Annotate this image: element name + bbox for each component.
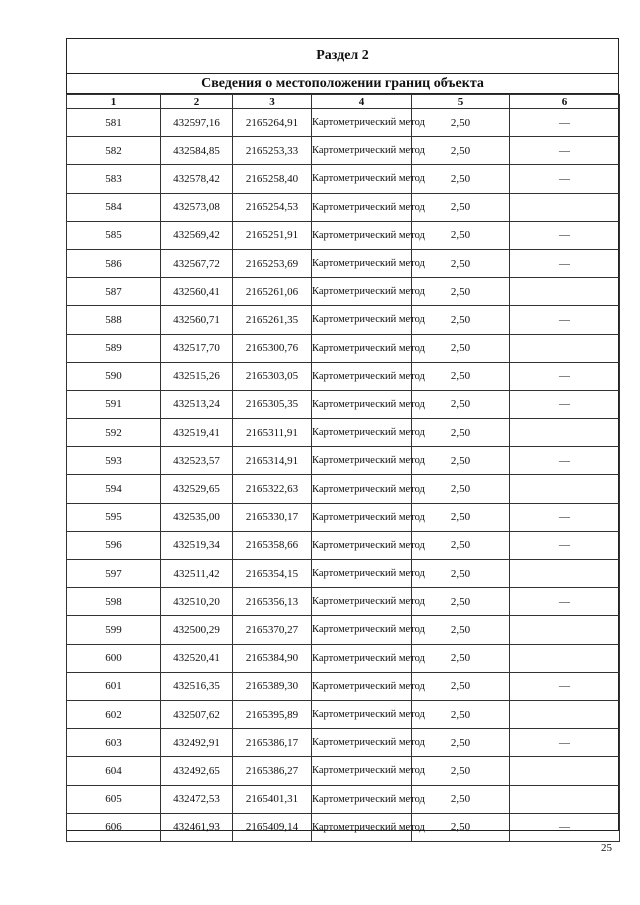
x-coordinate-cell: 432510,20 — [161, 588, 233, 616]
note-cell: — — [510, 588, 620, 616]
table-row — [67, 306, 620, 334]
point-number-cell: 585 — [67, 221, 161, 249]
y-coordinate-cell: 2165258,40 — [233, 165, 312, 193]
y-coordinate-cell: 2165300,76 — [233, 334, 312, 362]
table-row — [67, 560, 620, 588]
accuracy-cell: 2,50 — [412, 390, 510, 418]
method-cell: Картометрический метод — [312, 221, 412, 249]
y-coordinate-cell: 2165395,89 — [233, 700, 312, 728]
y-coordinate-cell: 2165358,66 — [233, 531, 312, 559]
method-cell: Картометрический метод — [312, 193, 412, 221]
column-header: 6 — [510, 95, 620, 109]
y-coordinate-cell: 2165311,91 — [233, 419, 312, 447]
accuracy-cell: 2,50 — [412, 109, 510, 137]
note-cell: — — [510, 813, 620, 841]
y-coordinate-cell: 2165384,90 — [233, 644, 312, 672]
point-number-cell: 598 — [67, 588, 161, 616]
x-coordinate-cell: 432519,34 — [161, 531, 233, 559]
x-coordinate-cell: 432500,29 — [161, 616, 233, 644]
note-cell: — — [510, 531, 620, 559]
accuracy-cell: 2,50 — [412, 672, 510, 700]
column-header: 5 — [412, 95, 510, 109]
accuracy-cell: 2,50 — [412, 137, 510, 165]
point-number-cell: 582 — [67, 137, 161, 165]
method-cell: Картометрический метод — [312, 419, 412, 447]
accuracy-cell: 2,50 — [412, 221, 510, 249]
table-body — [67, 109, 620, 842]
point-number-cell: 597 — [67, 560, 161, 588]
point-number-cell: 583 — [67, 165, 161, 193]
method-cell: Картометрический метод — [312, 616, 412, 644]
note-cell: — — [510, 109, 620, 137]
table-header-row — [67, 95, 620, 109]
accuracy-cell: 2,50 — [412, 785, 510, 813]
method-cell: Картометрический метод — [312, 390, 412, 418]
method-cell: Картометрический метод — [312, 475, 412, 503]
accuracy-cell: 2,50 — [412, 278, 510, 306]
table-row — [67, 785, 620, 813]
method-cell: Картометрический метод — [312, 362, 412, 390]
table-row — [67, 616, 620, 644]
x-coordinate-cell: 432535,00 — [161, 503, 233, 531]
y-coordinate-cell: 2165389,30 — [233, 672, 312, 700]
method-cell: Картометрический метод — [312, 785, 412, 813]
x-coordinate-cell: 432492,65 — [161, 757, 233, 785]
y-coordinate-cell: 2165370,27 — [233, 616, 312, 644]
x-coordinate-cell: 432560,71 — [161, 306, 233, 334]
y-coordinate-cell: 2165303,05 — [233, 362, 312, 390]
point-number-cell: 599 — [67, 616, 161, 644]
point-number-cell: 589 — [67, 334, 161, 362]
method-cell: Картометрический метод — [312, 560, 412, 588]
accuracy-cell: 2,50 — [412, 813, 510, 841]
accuracy-cell: 2,50 — [412, 475, 510, 503]
table-row — [67, 503, 620, 531]
note-cell: — — [510, 390, 620, 418]
x-coordinate-cell: 432573,08 — [161, 193, 233, 221]
point-number-cell: 591 — [67, 390, 161, 418]
point-number-cell: 586 — [67, 249, 161, 277]
accuracy-cell: 2,50 — [412, 306, 510, 334]
y-coordinate-cell: 2165251,91 — [233, 221, 312, 249]
point-number-cell: 587 — [67, 278, 161, 306]
method-cell: Картометрический метод — [312, 165, 412, 193]
x-coordinate-cell: 432578,42 — [161, 165, 233, 193]
method-cell: Картометрический метод — [312, 644, 412, 672]
point-number-cell: 603 — [67, 729, 161, 757]
note-cell: — — [510, 672, 620, 700]
note-cell — [510, 616, 620, 644]
table-row — [67, 813, 620, 841]
y-coordinate-cell: 2165322,63 — [233, 475, 312, 503]
note-cell — [510, 193, 620, 221]
note-cell — [510, 475, 620, 503]
point-number-cell: 590 — [67, 362, 161, 390]
section-subtitle: Сведения о местоположении границ объекта — [66, 74, 619, 94]
table-row — [67, 165, 620, 193]
accuracy-cell: 2,50 — [412, 447, 510, 475]
x-coordinate-cell: 432529,65 — [161, 475, 233, 503]
y-coordinate-cell: 2165386,17 — [233, 729, 312, 757]
note-cell — [510, 419, 620, 447]
note-cell: — — [510, 137, 620, 165]
y-coordinate-cell: 2165253,69 — [233, 249, 312, 277]
method-cell: Картометрический метод — [312, 672, 412, 700]
y-coordinate-cell: 2165261,35 — [233, 306, 312, 334]
point-number-cell: 588 — [67, 306, 161, 334]
method-cell: Картометрический метод — [312, 757, 412, 785]
accuracy-cell: 2,50 — [412, 757, 510, 785]
x-coordinate-cell: 432597,16 — [161, 109, 233, 137]
table-row — [67, 278, 620, 306]
point-number-cell: 592 — [67, 419, 161, 447]
y-coordinate-cell: 2165253,33 — [233, 137, 312, 165]
point-number-cell: 584 — [67, 193, 161, 221]
y-coordinate-cell: 2165264,91 — [233, 109, 312, 137]
x-coordinate-cell: 432519,41 — [161, 419, 233, 447]
accuracy-cell: 2,50 — [412, 729, 510, 757]
method-cell: Картометрический метод — [312, 137, 412, 165]
y-coordinate-cell: 2165254,53 — [233, 193, 312, 221]
y-coordinate-cell: 2165330,17 — [233, 503, 312, 531]
y-coordinate-cell: 2165401,31 — [233, 785, 312, 813]
note-cell — [510, 560, 620, 588]
table-row — [67, 700, 620, 728]
point-number-cell: 593 — [67, 447, 161, 475]
column-header: 2 — [161, 95, 233, 109]
table-row — [67, 419, 620, 447]
method-cell: Картометрический метод — [312, 813, 412, 841]
y-coordinate-cell: 2165386,27 — [233, 757, 312, 785]
method-cell: Картометрический метод — [312, 306, 412, 334]
y-coordinate-cell: 2165354,15 — [233, 560, 312, 588]
x-coordinate-cell: 432517,70 — [161, 334, 233, 362]
method-cell: Картометрический метод — [312, 249, 412, 277]
accuracy-cell: 2,50 — [412, 193, 510, 221]
x-coordinate-cell: 432492,91 — [161, 729, 233, 757]
accuracy-cell: 2,50 — [412, 531, 510, 559]
method-cell: Картометрический метод — [312, 588, 412, 616]
accuracy-cell: 2,50 — [412, 560, 510, 588]
note-cell: — — [510, 362, 620, 390]
method-cell: Картометрический метод — [312, 447, 412, 475]
x-coordinate-cell: 432523,57 — [161, 447, 233, 475]
note-cell: — — [510, 221, 620, 249]
x-coordinate-cell: 432515,26 — [161, 362, 233, 390]
accuracy-cell: 2,50 — [412, 503, 510, 531]
point-number-cell: 596 — [67, 531, 161, 559]
note-cell — [510, 757, 620, 785]
y-coordinate-cell: 2165356,13 — [233, 588, 312, 616]
point-number-cell: 604 — [67, 757, 161, 785]
x-coordinate-cell: 432507,62 — [161, 700, 233, 728]
note-cell — [510, 700, 620, 728]
note-cell — [510, 334, 620, 362]
y-coordinate-cell: 2165314,91 — [233, 447, 312, 475]
table-row — [67, 221, 620, 249]
point-number-cell: 602 — [67, 700, 161, 728]
note-cell: — — [510, 503, 620, 531]
note-cell — [510, 785, 620, 813]
table-row — [67, 672, 620, 700]
method-cell: Картометрический метод — [312, 700, 412, 728]
y-coordinate-cell: 2165305,35 — [233, 390, 312, 418]
note-cell: — — [510, 249, 620, 277]
note-cell: — — [510, 165, 620, 193]
table-row — [67, 729, 620, 757]
table-row — [67, 109, 620, 137]
accuracy-cell: 2,50 — [412, 700, 510, 728]
method-cell: Картометрический метод — [312, 503, 412, 531]
table-row — [67, 644, 620, 672]
point-number-cell: 595 — [67, 503, 161, 531]
note-cell — [510, 278, 620, 306]
x-coordinate-cell: 432513,24 — [161, 390, 233, 418]
table-row — [67, 757, 620, 785]
x-coordinate-cell: 432520,41 — [161, 644, 233, 672]
table-row — [67, 588, 620, 616]
table-row — [67, 334, 620, 362]
x-coordinate-cell: 432567,72 — [161, 249, 233, 277]
point-number-cell: 594 — [67, 475, 161, 503]
method-cell: Картометрический метод — [312, 531, 412, 559]
x-coordinate-cell: 432472,53 — [161, 785, 233, 813]
accuracy-cell: 2,50 — [412, 249, 510, 277]
point-number-cell: 600 — [67, 644, 161, 672]
method-cell: Картометрический метод — [312, 109, 412, 137]
table-row — [67, 137, 620, 165]
point-number-cell: 601 — [67, 672, 161, 700]
x-coordinate-cell: 432516,35 — [161, 672, 233, 700]
y-coordinate-cell: 2165409,14 — [233, 813, 312, 841]
method-cell: Картометрический метод — [312, 278, 412, 306]
table-row — [67, 531, 620, 559]
boundary-coordinates-table — [66, 94, 620, 842]
x-coordinate-cell: 432461,93 — [161, 813, 233, 841]
accuracy-cell: 2,50 — [412, 644, 510, 672]
table-row — [67, 447, 620, 475]
x-coordinate-cell: 432511,42 — [161, 560, 233, 588]
column-header: 1 — [67, 95, 161, 109]
point-number-cell: 605 — [67, 785, 161, 813]
method-cell: Картометрический метод — [312, 334, 412, 362]
method-cell: Картометрический метод — [312, 729, 412, 757]
note-cell: — — [510, 306, 620, 334]
point-number-cell: 581 — [67, 109, 161, 137]
table-row — [67, 193, 620, 221]
note-cell — [510, 644, 620, 672]
point-number-cell: 606 — [67, 813, 161, 841]
table-row — [67, 390, 620, 418]
table-row — [67, 475, 620, 503]
table-row — [67, 249, 620, 277]
column-header: 4 — [312, 95, 412, 109]
accuracy-cell: 2,50 — [412, 362, 510, 390]
accuracy-cell: 2,50 — [412, 588, 510, 616]
accuracy-cell: 2,50 — [412, 616, 510, 644]
x-coordinate-cell: 432584,85 — [161, 137, 233, 165]
x-coordinate-cell: 432560,41 — [161, 278, 233, 306]
note-cell: — — [510, 729, 620, 757]
table-row — [67, 362, 620, 390]
accuracy-cell: 2,50 — [412, 165, 510, 193]
accuracy-cell: 2,50 — [412, 419, 510, 447]
x-coordinate-cell: 432569,42 — [161, 221, 233, 249]
y-coordinate-cell: 2165261,06 — [233, 278, 312, 306]
accuracy-cell: 2,50 — [412, 334, 510, 362]
section-title: Раздел 2 — [66, 38, 619, 74]
note-cell: — — [510, 447, 620, 475]
column-header: 3 — [233, 95, 312, 109]
page-number: 25 — [601, 842, 612, 854]
